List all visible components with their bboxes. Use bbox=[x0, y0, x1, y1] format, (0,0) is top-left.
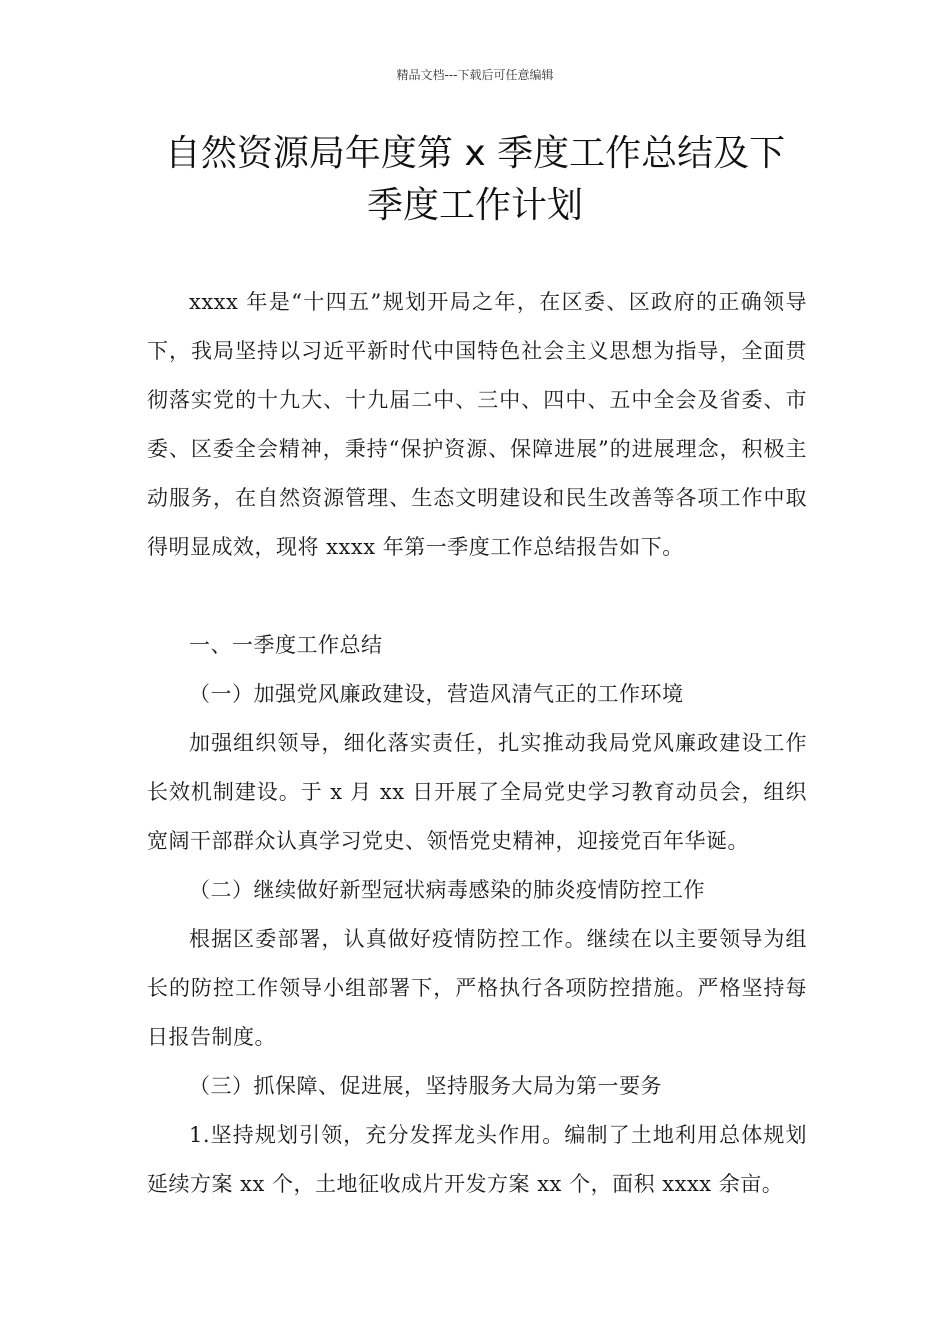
subsection-3-item-1: 1.坚持规划引领，充分发挥龙头作用。编制了土地利用总体规划延续方案 xx 个，土地征收成片开发方案 xx 个，面积 xxxx 余亩。 bbox=[147, 1123, 807, 1196]
subsection-1-heading: （一）加强党风廉政建设，营造风清气正的工作环境 bbox=[189, 682, 684, 706]
paragraph-gap bbox=[147, 572, 807, 621]
document-title bbox=[95, 128, 855, 232]
subsection-2-heading: （二）继续做好新型冠状病毒感染的肺炎疫情防控工作 bbox=[189, 878, 705, 902]
intro-paragraph: xxxx 年是“十四五”规划开局之年，在区委、区政府的正确领导下，我局坚持以习近平新时代中国特色社会主义思想为指导，全面贯彻落实党的十九大、十九届二中、三中、四中、五中全会及省委、市委、区委全会精神，秉持“保护资源、保障进展”的进展理念，积极主动服务，在自然资源管理、生态文明建设和民生改善等各项工作中取得明显成效，现将 xxxx 年第一季度工作总结报告如下。 bbox=[147, 290, 807, 559]
document-body bbox=[147, 278, 807, 1209]
title-line-1: 自然资源局年度第 x 季度工作总结及下 bbox=[164, 133, 786, 174]
subsection-3-heading: （三）抓保障、促进展，坚持服务大局为第一要务 bbox=[189, 1074, 662, 1098]
subsection-1-body: 加强组织领导，细化落实责任，扎实推动我局党风廉政建设工作长效机制建设。于 x 月 xx 日开展了全局党史学习教育动员会，组织宽阔干部群众认真学习党史、领悟党史精神，迎接党百年华诞。 bbox=[147, 731, 807, 853]
title-line-2: 季度工作计划 bbox=[366, 185, 583, 226]
section-1-heading: 一、一季度工作总结 bbox=[189, 633, 383, 657]
subsection-2-body: 根据区委部署，认真做好疫情防控工作。继续在以主要领导为组长的防控工作领导小组部署下，严格执行各项防控措施。严格坚持每日报告制度。 bbox=[147, 927, 807, 1049]
header-note: 精品文档---下载后可任意编辑 bbox=[396, 68, 554, 82]
